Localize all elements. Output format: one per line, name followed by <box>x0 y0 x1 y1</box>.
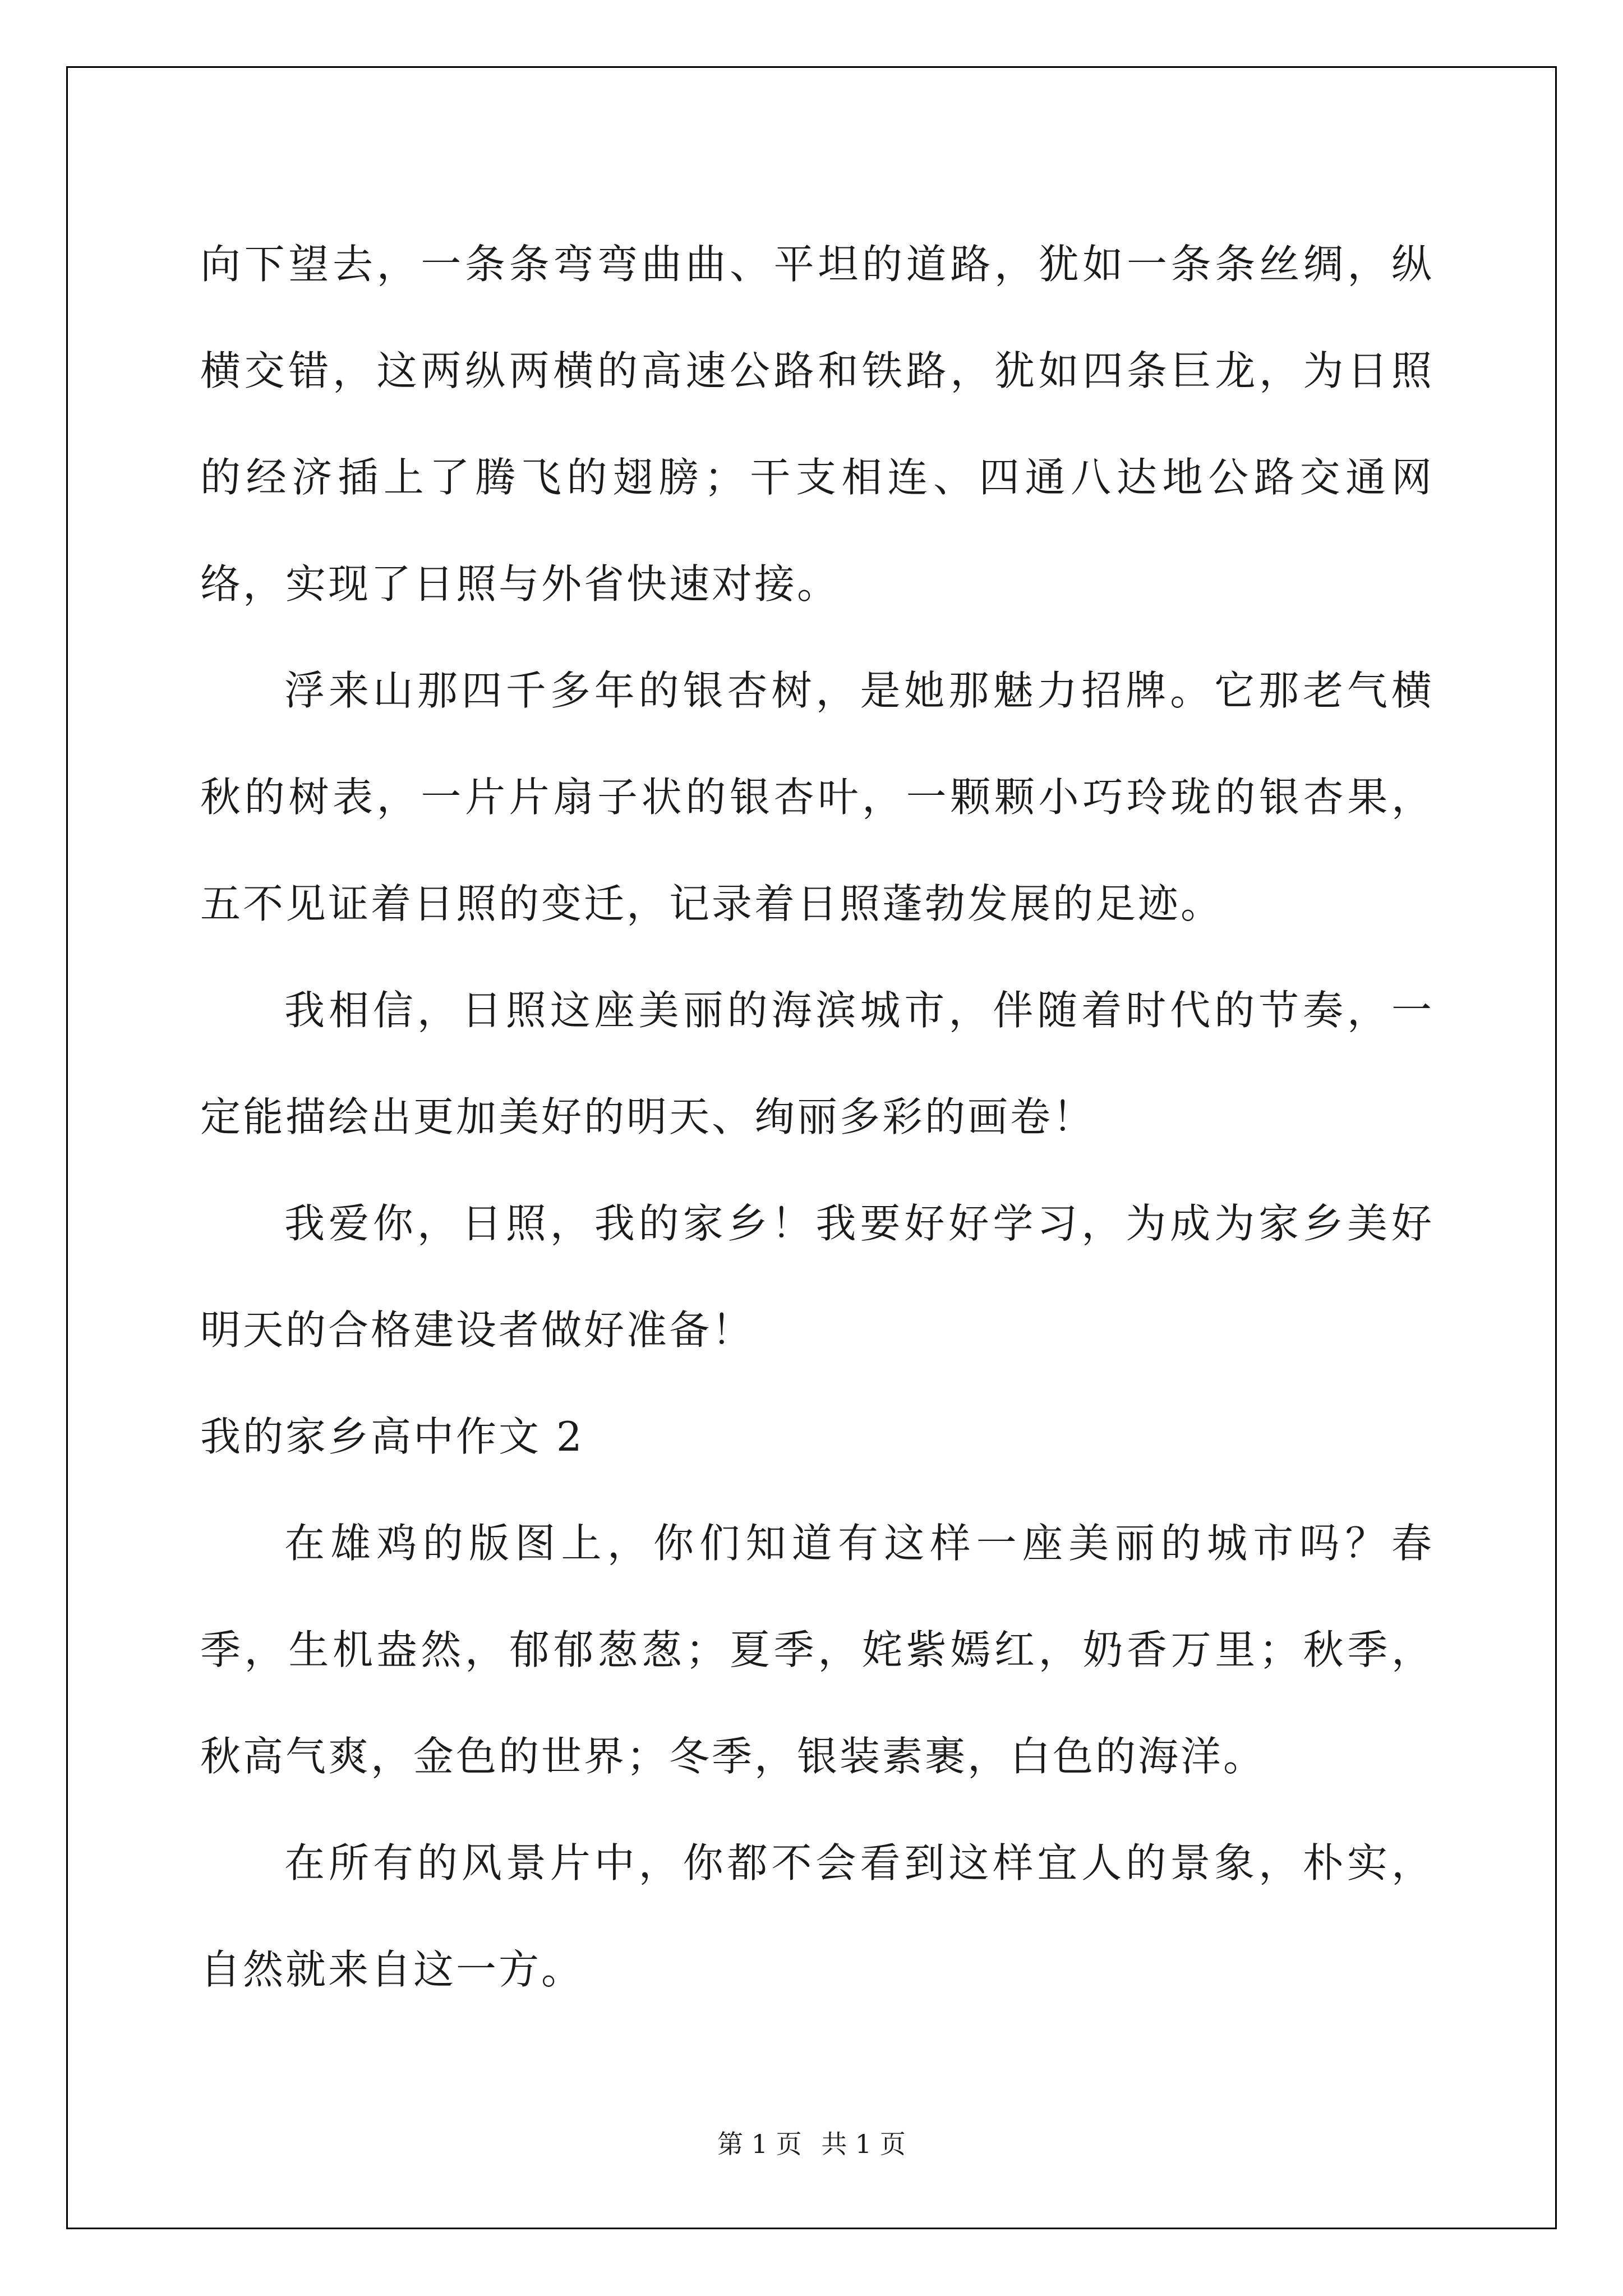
paragraph-5: 在雄鸡的版图上，你们知道有这样一座美丽的城市吗？春季，生机盎然，郁郁葱葱；夏季，姹紫嫣红，奶香万里；秋季，秋高气爽，金色的世界；冬季，银装素裹，白色的海洋。 <box>200 1520 1434 1780</box>
section-heading: 我的家乡高中作文 2 <box>200 1413 584 1460</box>
total-pages: 共 1 页 <box>821 2129 906 2159</box>
page-number: 第 1 页 <box>717 2129 802 2159</box>
paragraph-4: 我爱你，日照，我的家乡！我要好好学习，为成为家乡美好明天的合格建设者做好准备！ <box>200 1200 1434 1354</box>
document-body <box>200 211 1434 2023</box>
paragraph-2: 浮来山那四千多年的银杏树，是她那魅力招牌。它那老气横秋的树表，一片片扇子状的银杏叶，一颗颗小巧玲珑的银杏果，五不见证着日照的变迁，记录着日照蓬勃发展的足迹。 <box>200 667 1434 927</box>
paragraph-3: 我相信，日照这座美丽的海滨城市，伴随着时代的节奏，一定能描绘出更加美好的明天、绚丽多彩的画卷！ <box>200 987 1434 1140</box>
paragraph-6: 在所有的风景片中，你都不会看到这样宜人的景象，朴实，自然就来自这一方。 <box>200 1839 1434 1993</box>
page-footer <box>0 2127 1623 2161</box>
paragraph-1: 向下望去，一条条弯弯曲曲、平坦的道路，犹如一条条丝绸，纵横交错，这两纵两横的高速公路和铁路，犹如四条巨龙，为日照的经济插上了腾飞的翅膀；干支相连、四通八达地公路交通网络，实现了日照与外省快速对接。 <box>200 241 1434 608</box>
